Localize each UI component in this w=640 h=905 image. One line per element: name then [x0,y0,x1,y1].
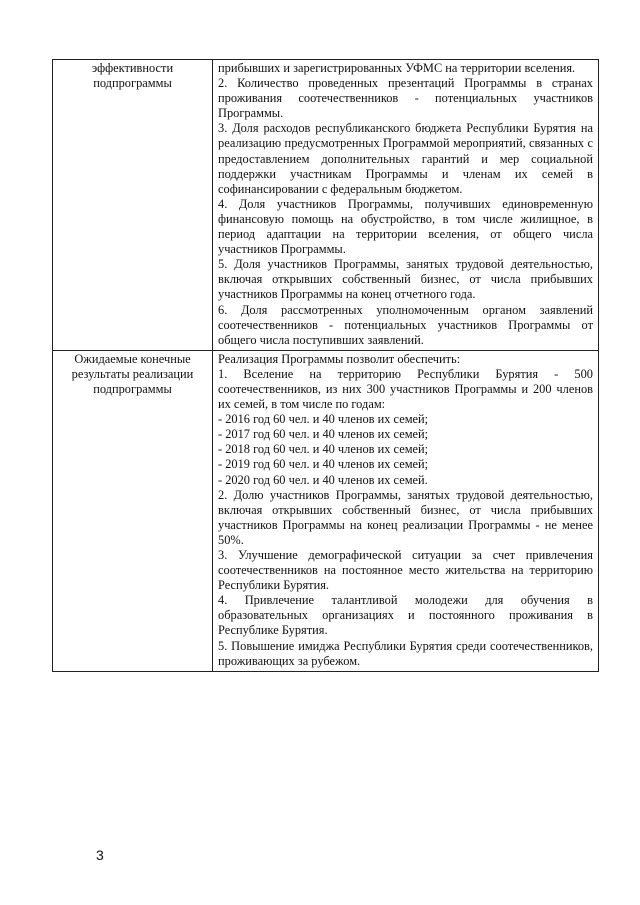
list-item: - 2017 год 60 чел. и 40 членов их семей; [218,427,429,442]
paragraph: 4. Привлечение талантливой молодежи для обучения в образовательных организациях и постоянного проживания в Республике Бурятия. [218,593,593,638]
paragraph: 3. Улучшение демографической ситуации за счет привлечения соотечественников на постоянное место жительства на территорию Республики Бурятия. [218,548,593,593]
row-content-efficiency [213,60,599,351]
list-item: - 2016 год 60 чел. и 40 членов их семей; [218,412,429,427]
paragraph: 6. Доля рассмотренных уполномоченным органом заявлений соотечественников - потенциальных участников Программы от общего числа поступивших заявлений. [218,302,593,347]
row-label-expected-results: Ожидаемые конечные результаты реализации подпрограммы [53,350,213,671]
list-item: - 2019 год 60 чел. и 40 членов их семей; [218,457,429,472]
paragraph: 1. Вселение на территорию Республики Бурятия - 500 соотечественников, из них 300 участников Программы и 200 членов их семей, в том числе по годам: [218,366,593,412]
paragraph: 2. Долю участников Программы, занятых трудовой деятельностью, включая открывших собственный бизнес, от числа прибывших участников Программы на конец реализации Программы - не менее 50%. [218,487,593,547]
row-content-expected-results [213,350,599,671]
paragraph: 2. Количество проведенных презентаций Программы в странах проживания соотечественников - потенциальных участников Программы. [218,76,593,121]
paragraph: 5. Доля участников Программы, занятых трудовой деятельностью, включая открывших собственный бизнес, от числа прибывших участников Программы на конец отчетного года. [218,257,593,302]
page-number: 3 [96,847,104,863]
list-item: - 2018 год 60 чел. и 40 членов их семей; [218,442,429,457]
table-row-efficiency [53,60,599,351]
row-label-efficiency: эффективности подпрограммы [53,60,213,351]
table-row-expected-results [53,350,599,671]
paragraph: прибывших и зарегистрированных УФМС на территории вселения. [218,61,576,75]
list-item: - 2020 год 60 чел. и 40 членов их семей. [218,472,428,487]
paragraph: 5. Повышение имиджа Республики Бурятия среди соотечественников, проживающих за рубежом. [218,638,593,668]
paragraph: 4. Доля участников Программы, получивших единовременную финансовую помощь на обустройство, в том числе жилищное, в период адаптации на территории вселения, от общего числа участников Программы. [218,196,593,257]
paragraph: Реализация Программы позволит обеспечить: [218,351,461,366]
paragraph: 3. Доля расходов республиканского бюджета Республики Бурятия на реализацию предусмотренных Программой мероприятий, связанных с предоставлением дополнительных гарантий и мер социальной поддержки участникам Программы и членам их семей в софинансировании с федеральным бюджетом. [218,121,593,196]
program-table [52,59,599,672]
